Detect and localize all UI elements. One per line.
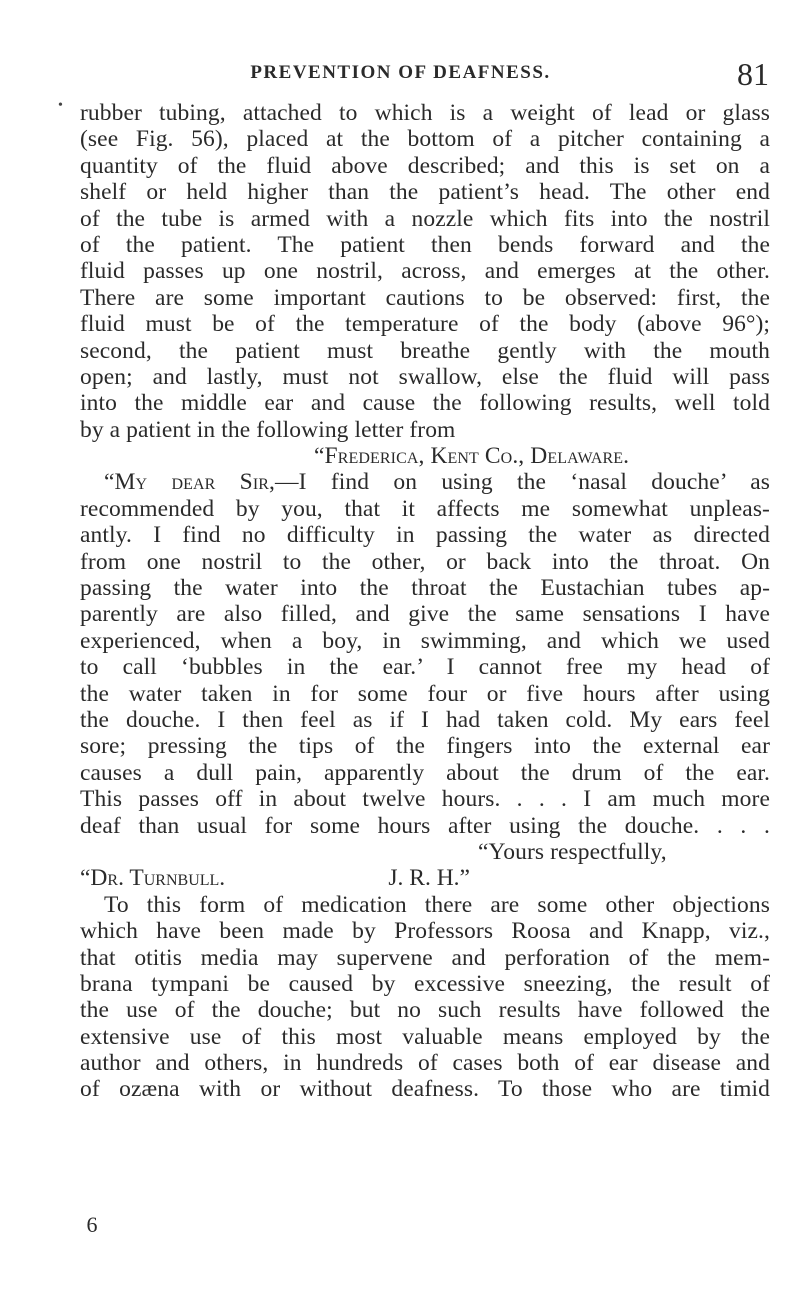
text-line: passing the water into the throat the Eustachian tubes ap- xyxy=(80,575,770,602)
text-line: into the middle ear and cause the following results, well told xyxy=(80,390,770,417)
text-line: of ozæna with or without deafness. To those who are timid xyxy=(80,1076,770,1103)
text-line: sore; pressing the tips of the fingers into the external ear xyxy=(80,733,770,760)
page-text xyxy=(80,100,770,1103)
text-line: from one nostril to the other, or back into the throat. On xyxy=(80,548,770,575)
text-line: which have been made by Professors Roosa and Knapp, viz., xyxy=(80,918,770,945)
text-line: fluid must be of the temperature of the body (above 96°); xyxy=(80,311,770,338)
text-line: rubber tubing, attached to which is a weight of lead or glass xyxy=(80,100,770,126)
text-line: by a patient in the following letter from xyxy=(80,416,456,443)
text-line: shelf or held higher than the patient’s head. The other end xyxy=(80,179,770,206)
margin-mark-icon: • xyxy=(58,98,63,113)
text-line: that otitis media may supervene and perforation of the mem- xyxy=(80,944,770,971)
text-line: brana tympani be caused by excessive sneezing, the result of xyxy=(80,970,770,997)
letter-signature: J. R. H.” xyxy=(388,865,470,892)
text-line: second, the patient must breathe gently with the mouth xyxy=(80,337,770,364)
text-line: causes a dull pain, apparently about the drum of the ear. xyxy=(80,759,770,786)
text-line: experienced, when a boy, in swimming, and which we used xyxy=(80,627,770,654)
text-line: recommended by you, that it affects me somewhat unpleas- xyxy=(80,495,770,522)
signature-mark: 6 xyxy=(86,1212,98,1237)
text-line: to call ‘bubbles in the ear.’ I cannot free my head of xyxy=(80,654,770,681)
text-line: the use of the douche; but no such results have followed the xyxy=(80,997,770,1024)
page-number: 81 xyxy=(737,56,769,92)
text-line: fluid passes up one nostril, across, and emerges at the other. xyxy=(80,258,770,285)
text-line: open; and lastly, must not swallow, else the fluid will pass xyxy=(80,363,770,390)
letter-addressee: “Dr. Turnbull. xyxy=(80,865,226,892)
text-line: of the patient. The patient then bends forward and the xyxy=(80,231,770,258)
letter-first-line-text: —I find on using the ‘nasal douche’ as xyxy=(275,469,770,496)
text-line: of the tube is armed with a nozzle which fits into the nostril xyxy=(80,205,770,232)
running-head xyxy=(0,56,801,92)
letter-closing: “Yours respectfully, xyxy=(478,838,667,865)
text-line: (see Fig. 56), placed at the bottom of a pitcher containing a xyxy=(80,126,770,153)
text-line: the douche. I then feel as if I had taken cold. My ears feel xyxy=(80,706,770,733)
text-line: author and others, in hundreds of cases both of ear disease and xyxy=(80,1050,770,1077)
text-line: There are some important cautions to be observed: first, the xyxy=(80,284,770,311)
text-line: antly. I find no difficulty in passing the water as directed xyxy=(80,522,770,549)
text-line: This passes off in about twelve hours. . . . I am much more xyxy=(80,786,770,813)
letter-first-line xyxy=(80,469,770,495)
letter-dateline: “Frederica, Kent Co., Delaware. xyxy=(314,443,630,470)
text-line: parently are also filled, and give the same sensations I have xyxy=(80,601,770,628)
text-line: the water taken in for some four or five hours after using xyxy=(80,680,770,707)
letter-signature-row xyxy=(80,865,770,891)
text-line: deaf than usual for some hours after using the douche. . . . xyxy=(80,812,770,839)
text-line: extensive use of this most valuable means employed by the xyxy=(80,1023,770,1050)
text-line: quantity of the fluid above described; and this is set on a xyxy=(80,152,770,179)
text-line: To this form of medication there are some other objections xyxy=(104,891,770,918)
running-title: PREVENTION OF DEAFNESS. xyxy=(250,62,551,83)
letter-salutation: “My dear Sir, xyxy=(104,469,276,496)
